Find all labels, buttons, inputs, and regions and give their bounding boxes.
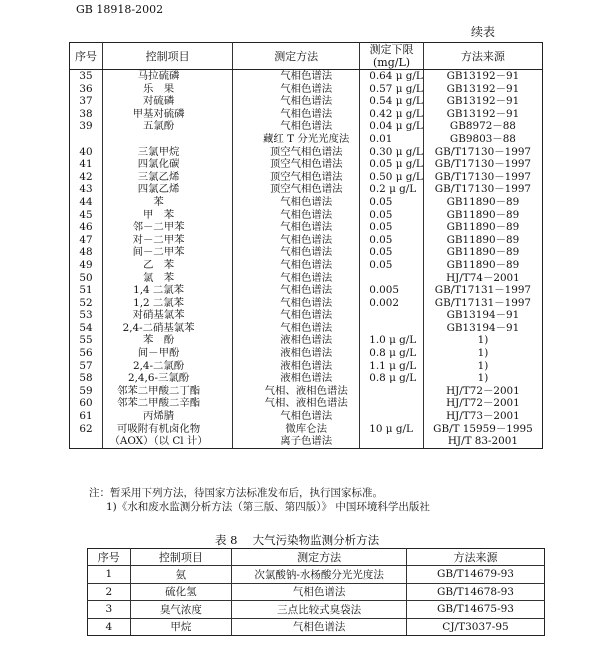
cell-source: GB/T14675-93	[407, 601, 545, 619]
header-source: 方法来源	[423, 43, 542, 70]
table-row	[70, 385, 543, 398]
table-row	[70, 360, 543, 373]
table-row	[70, 297, 543, 310]
table-header-row	[70, 43, 543, 70]
table-8-title: 表 8 大气污染物监测分析方法	[215, 533, 380, 547]
table-row	[70, 133, 543, 146]
cell-source: GB13192－91	[423, 95, 542, 108]
cell-method: 气相色谱法	[233, 272, 360, 285]
table-row	[70, 234, 543, 247]
cell-source: GB/T17130－1997	[423, 183, 542, 196]
cell-item: 苯 酚	[103, 334, 233, 347]
cell-limit: 10 μ g/L	[360, 423, 424, 436]
cell-source: GB/T14678-93	[407, 583, 545, 601]
cell-method: 液相色谱法	[233, 372, 360, 385]
cell-method: 气相色谱法	[233, 410, 360, 423]
cell-seq: 41	[70, 158, 103, 171]
cell-item: 对硫磷	[103, 95, 233, 108]
cell-seq: 52	[70, 297, 103, 310]
cell-source: GB13192－91	[423, 70, 542, 83]
cell-source: 1)	[423, 372, 542, 385]
cell-source: GB11890－89	[423, 196, 542, 209]
cell-method: 气相色谱法	[233, 322, 360, 335]
cell-source: GB8972－88	[423, 120, 542, 133]
cell-seq: 58	[70, 372, 103, 385]
cell-seq: 47	[70, 234, 103, 247]
cell-source: HJ/T72－2001	[423, 397, 542, 410]
table-7-continued	[69, 42, 543, 449]
cell-seq: 56	[70, 347, 103, 360]
table-header-row	[88, 549, 545, 566]
note-line-1: 注：暂采用下列方法，待国家方法标准发布后，执行国家标准。	[89, 487, 383, 499]
cell-item: 马拉硫磷	[103, 70, 233, 83]
cell-item: 间－二甲苯	[103, 246, 233, 259]
cell-method: 气相色谱法	[233, 234, 360, 247]
cell-method: 顶空气相色谱法	[233, 158, 360, 171]
table-row	[88, 618, 545, 636]
cell-seq: 45	[70, 209, 103, 222]
table-row	[70, 120, 543, 133]
cell-source: GB13194－91	[423, 322, 542, 335]
cell-item: 臭气浓度	[130, 601, 232, 619]
cell-method: 气相色谱法	[233, 83, 360, 96]
table-row	[70, 435, 543, 448]
cell-seq: 4	[88, 618, 131, 636]
header-source: 方法来源	[407, 549, 545, 566]
cell-source: GB13192－91	[423, 83, 542, 96]
cell-limit: 0.2 μ g/L	[360, 183, 424, 196]
cell-seq: 37	[70, 95, 103, 108]
cell-source: GB/T 15959－1995	[423, 423, 542, 436]
cell-item: 对－二甲苯	[103, 234, 233, 247]
table-row	[70, 334, 543, 347]
cell-source: GB11890－89	[423, 246, 542, 259]
cell-item: 四氯乙烯	[103, 183, 233, 196]
cell-seq: 38	[70, 108, 103, 121]
cell-seq: 43	[70, 183, 103, 196]
cell-item: 邻苯二甲酸二辛酯	[103, 397, 233, 410]
standard-number: GB 18918-2002	[76, 3, 164, 16]
cell-source: GB/T17130－1997	[423, 171, 542, 184]
table-row	[70, 372, 543, 385]
cell-source: GB11890－89	[423, 209, 542, 222]
header-limit	[360, 43, 424, 70]
cell-limit: 0.01	[360, 133, 424, 146]
cell-method: 气相色谱法	[233, 297, 360, 310]
cell-limit: 0.05	[360, 209, 424, 222]
cell-limit: 0.05	[360, 221, 424, 234]
cell-seq: 60	[70, 397, 103, 410]
note-line-2: 1)《水和废水监测分析方法（第三版、第四版）》 中国环境科学出版社	[106, 501, 430, 513]
cell-item: 2,4-二氯酚	[103, 360, 233, 373]
table-row	[70, 158, 543, 171]
cell-source: GB/T17131－1997	[423, 297, 542, 310]
table-row	[70, 347, 543, 360]
table-row	[70, 284, 543, 297]
cell-seq: 42	[70, 171, 103, 184]
header-item: 控制项目	[103, 43, 233, 70]
table-row	[70, 146, 543, 159]
cell-limit: 0.57 μ g/L	[360, 83, 424, 96]
table-row	[88, 566, 545, 584]
cell-method: 气相、液相色谱法	[233, 397, 360, 410]
cell-method: 离子色谱法	[233, 435, 360, 448]
cell-seq: 46	[70, 221, 103, 234]
cell-source: GB11890－89	[423, 259, 542, 272]
cell-item: 乐 果	[103, 83, 233, 96]
cell-source: HJ/T72－2001	[423, 385, 542, 398]
cell-source: 1)	[423, 347, 542, 360]
cell-limit: 0.8 μ g/L	[360, 372, 424, 385]
cell-source: 1)	[423, 360, 542, 373]
cell-method: 顶空气相色谱法	[233, 146, 360, 159]
cell-item: 可吸附有机卤化物	[103, 423, 233, 436]
cell-limit: 0.05	[360, 259, 424, 272]
cell-seq: 35	[70, 70, 103, 83]
cell-item: 氯 苯	[103, 272, 233, 285]
cell-limit	[360, 309, 424, 322]
cell-limit	[360, 410, 424, 423]
cell-limit: 0.05 μ g/L	[360, 158, 424, 171]
table-row	[70, 246, 543, 259]
cell-source: GB13194－91	[423, 309, 542, 322]
table-row	[70, 423, 543, 436]
cell-limit: 1.0 μ g/L	[360, 334, 424, 347]
header-method: 测定方法	[232, 549, 407, 566]
cell-method: 气相色谱法	[232, 618, 407, 636]
header-limit-label: 测定下限	[369, 43, 414, 56]
cell-limit	[360, 272, 424, 285]
cell-limit: 0.50 μ g/L	[360, 171, 424, 184]
cell-item: 2,4-二硝基氯苯	[103, 322, 233, 335]
cell-seq: 36	[70, 83, 103, 96]
cell-seq: 50	[70, 272, 103, 285]
cell-source: GB/T14679-93	[407, 566, 545, 584]
cell-seq: 3	[88, 601, 131, 619]
cell-method: 气相色谱法	[233, 196, 360, 209]
cell-method: 气相色谱法	[233, 209, 360, 222]
cell-limit: 0.8 μ g/L	[360, 347, 424, 360]
table-7-body	[70, 70, 543, 449]
cell-method: 藏红 T 分光光度法	[233, 133, 360, 146]
cell-limit	[360, 322, 424, 335]
cell-method: 气相色谱法	[233, 108, 360, 121]
cell-limit: 0.30 μ g/L	[360, 146, 424, 159]
cell-item: 三氯甲烷	[103, 146, 233, 159]
cell-source: GB13192－91	[423, 108, 542, 121]
cell-limit: 0.04 μ g/L	[360, 120, 424, 133]
cell-source: HJ/T74－2001	[423, 272, 542, 285]
cell-seq: 39	[70, 120, 103, 133]
cell-limit: 1.1 μ g/L	[360, 360, 424, 373]
cell-method: 顶空气相色谱法	[233, 183, 360, 196]
cell-item: 甲 苯	[103, 209, 233, 222]
cell-source: GB/T17130－1997	[423, 158, 542, 171]
cell-source: 1)	[423, 334, 542, 347]
table-row	[70, 70, 543, 83]
table-row	[70, 95, 543, 108]
cell-item: 丙烯腈	[103, 410, 233, 423]
cell-seq: 1	[88, 566, 131, 584]
cell-item: 1,4 二氯苯	[103, 284, 233, 297]
cell-item: 苯	[103, 196, 233, 209]
cell-method: 气相色谱法	[233, 284, 360, 297]
continued-label: 续表	[471, 25, 496, 39]
cell-method: 气相色谱法	[233, 221, 360, 234]
cell-seq: 59	[70, 385, 103, 398]
table-row	[88, 601, 545, 619]
cell-seq: 51	[70, 284, 103, 297]
cell-seq: 54	[70, 322, 103, 335]
cell-seq: 2	[88, 583, 131, 601]
cell-seq: 53	[70, 309, 103, 322]
cell-item: 氨	[130, 566, 232, 584]
cell-source: CJ/T3037-95	[407, 618, 545, 636]
table-row	[70, 108, 543, 121]
cell-source: GB9803－88	[423, 133, 542, 146]
cell-source: GB/T17131－1997	[423, 284, 542, 297]
table-row	[70, 221, 543, 234]
cell-method: 液相色谱法	[233, 347, 360, 360]
cell-item: 五氯酚	[103, 120, 233, 133]
cell-item: 间－甲酚	[103, 347, 233, 360]
cell-seq: 49	[70, 259, 103, 272]
cell-method: 气相色谱法	[233, 70, 360, 83]
cell-item: 甲基对硫磷	[103, 108, 233, 121]
cell-item: 邻苯二甲酸二丁酯	[103, 385, 233, 398]
cell-item	[103, 133, 233, 146]
table-row	[70, 322, 543, 335]
header-method: 测定方法	[233, 43, 360, 70]
cell-item: 三氯乙烯	[103, 171, 233, 184]
cell-item: 四氯化碳	[103, 158, 233, 171]
cell-source: HJ/T73－2001	[423, 410, 542, 423]
cell-method: 气相色谱法	[233, 259, 360, 272]
cell-item: 邻－二甲苯	[103, 221, 233, 234]
table-row	[70, 209, 543, 222]
header-limit-unit: (mg/L)	[373, 56, 411, 69]
cell-item: （AOX）（以 Cl 计）	[103, 435, 233, 448]
cell-method: 液相色谱法	[233, 334, 360, 347]
cell-limit	[360, 385, 424, 398]
cell-method: 气相、液相色谱法	[233, 385, 360, 398]
cell-limit: 0.05	[360, 234, 424, 247]
table-row	[70, 183, 543, 196]
table-row	[70, 410, 543, 423]
cell-seq	[70, 133, 103, 146]
table-row	[70, 309, 543, 322]
cell-seq: 62	[70, 423, 103, 436]
cell-limit: 0.002	[360, 297, 424, 310]
cell-limit: 0.54 μ g/L	[360, 95, 424, 108]
cell-source: GB11890－89	[423, 221, 542, 234]
cell-method: 液相色谱法	[233, 360, 360, 373]
header-item: 控制项目	[130, 549, 232, 566]
cell-item: 甲烷	[130, 618, 232, 636]
cell-seq: 57	[70, 360, 103, 373]
cell-seq	[70, 435, 103, 448]
cell-item: 2,4,6-三氯酚	[103, 372, 233, 385]
header-seq: 序号	[70, 43, 103, 70]
header-seq: 序号	[88, 549, 131, 566]
cell-limit: 0.005	[360, 284, 424, 297]
cell-item: 硫化氢	[130, 583, 232, 601]
table-row	[70, 272, 543, 285]
cell-method: 顶空气相色谱法	[233, 171, 360, 184]
cell-method: 气相色谱法	[233, 95, 360, 108]
table-8	[87, 548, 545, 636]
table-row	[70, 259, 543, 272]
table-row	[70, 171, 543, 184]
table-row	[88, 583, 545, 601]
cell-limit: 0.05	[360, 196, 424, 209]
cell-method: 次氯酸钠-水杨酸分光光度法	[232, 566, 407, 584]
cell-method: 气相色谱法	[233, 120, 360, 133]
cell-seq: 44	[70, 196, 103, 209]
cell-limit: 0.42 μ g/L	[360, 108, 424, 121]
table-row	[70, 83, 543, 96]
table-row	[70, 397, 543, 410]
cell-seq: 40	[70, 146, 103, 159]
cell-source: GB11890－89	[423, 234, 542, 247]
cell-seq: 48	[70, 246, 103, 259]
cell-limit: 0.05	[360, 246, 424, 259]
cell-method: 三点比较式臭袋法	[232, 601, 407, 619]
cell-method: 气相色谱法	[233, 246, 360, 259]
cell-source: GB/T17130－1997	[423, 146, 542, 159]
table-row	[70, 196, 543, 209]
cell-method: 微库仑法	[233, 423, 360, 436]
cell-item: 1,2 二氯苯	[103, 297, 233, 310]
cell-limit	[360, 397, 424, 410]
cell-method: 气相色谱法	[232, 583, 407, 601]
cell-seq: 61	[70, 410, 103, 423]
cell-item: 乙 苯	[103, 259, 233, 272]
cell-method: 气相色谱法	[233, 309, 360, 322]
cell-item: 对硝基氯苯	[103, 309, 233, 322]
cell-seq: 55	[70, 334, 103, 347]
cell-limit: 0.64 μ g/L	[360, 70, 424, 83]
table-8-body	[88, 566, 545, 636]
cell-limit	[360, 435, 424, 448]
cell-source: HJ/T 83-2001	[423, 435, 542, 448]
